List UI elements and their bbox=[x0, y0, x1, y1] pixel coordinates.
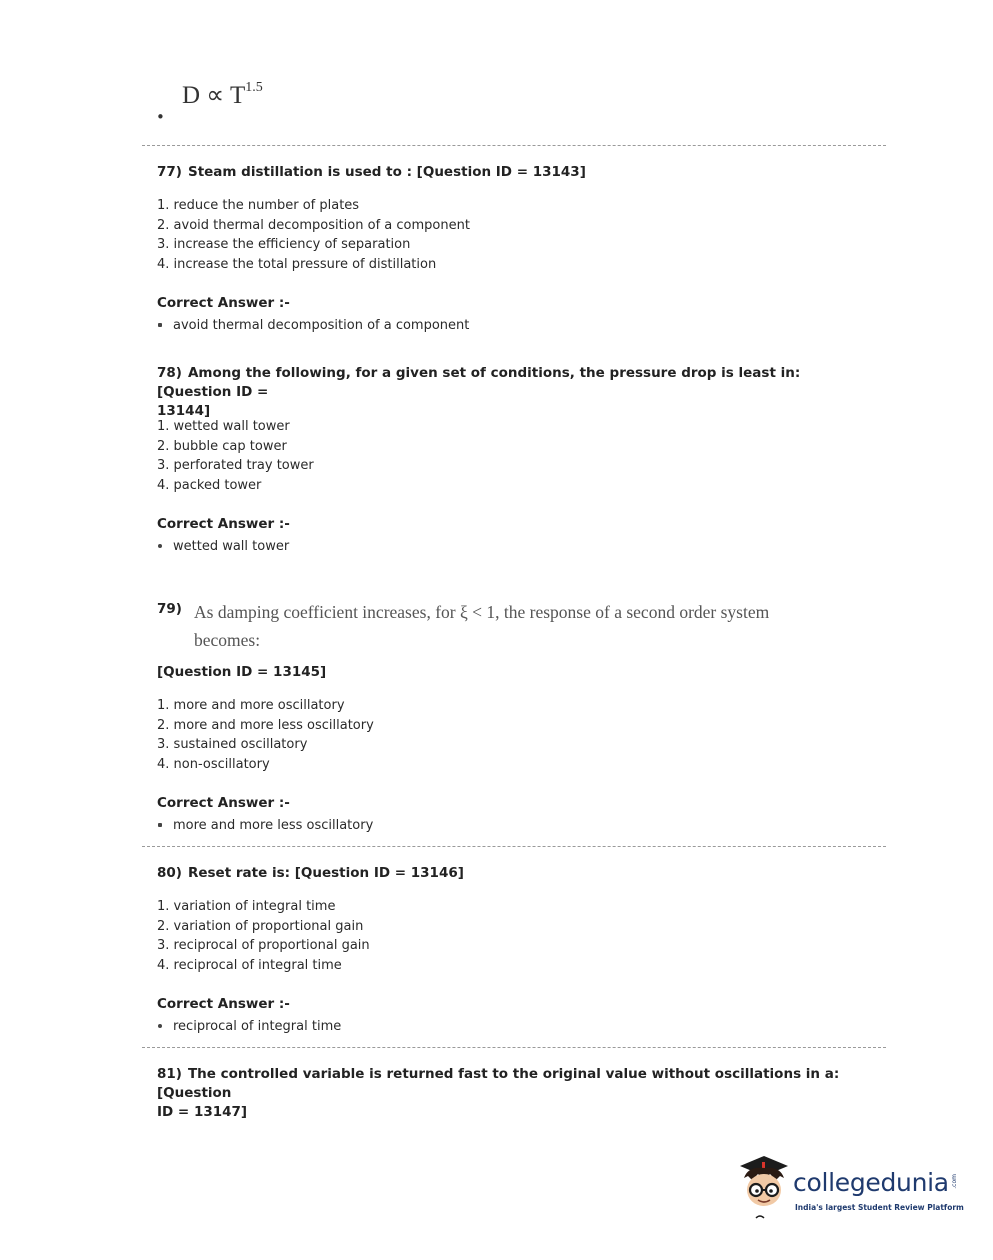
option-item: 4. increase the total pressure of distillation bbox=[157, 256, 437, 272]
question-text: Reset rate is: [Question ID = 13146] bbox=[187, 865, 464, 881]
option-item: 1. reduce the number of plates bbox=[157, 198, 360, 213]
option-item: 2. more and more less oscillatory bbox=[157, 717, 374, 733]
question-text-cont: becomes: bbox=[194, 630, 261, 650]
option-item: 3. increase the efficiency of separation bbox=[157, 237, 411, 253]
correct-answer: more and more less oscillatory bbox=[158, 818, 373, 833]
question-title bbox=[157, 1065, 887, 1122]
divider bbox=[142, 1047, 886, 1048]
question-number: 81) bbox=[157, 1066, 182, 1082]
question-text: Steam distillation is used to : [Question ID = 13143] bbox=[187, 164, 586, 180]
correct-answer: reciprocal of integral time bbox=[158, 1019, 341, 1034]
option-item: 4. reciprocal of integral time bbox=[157, 957, 342, 973]
divider bbox=[142, 846, 886, 847]
options-list bbox=[157, 897, 370, 975]
logo-name: collegedunia bbox=[793, 1168, 949, 1197]
options-list bbox=[157, 417, 314, 495]
question-80 bbox=[157, 864, 877, 883]
question-text: As damping coefficient increases, for ξ < 1, the response of a second order system bbox=[194, 602, 770, 622]
question-79 bbox=[157, 600, 897, 650]
mascot-icon bbox=[734, 1152, 792, 1222]
question-title bbox=[157, 864, 877, 883]
question-text: The controlled variable is returned fast to the original value without oscillations in a: [Question bbox=[157, 1066, 840, 1101]
correct-answer-label: Correct Answer :- bbox=[157, 516, 290, 532]
formula-exponent: 1.5 bbox=[245, 80, 263, 95]
option-item: 1. more and more oscillatory bbox=[157, 698, 345, 713]
bullet-icon bbox=[158, 1024, 162, 1028]
formula-base: D ∝ T bbox=[182, 82, 246, 109]
question-number: 80) bbox=[157, 865, 182, 881]
correct-answer-label: Correct Answer :- bbox=[157, 795, 290, 811]
question-81 bbox=[157, 1065, 887, 1122]
logo-domain: .com bbox=[951, 1174, 958, 1189]
question-77 bbox=[157, 163, 877, 182]
option-item: 1. variation of integral time bbox=[157, 899, 336, 914]
formula bbox=[182, 80, 263, 110]
logo-tagline: India's largest Student Review Platform bbox=[795, 1203, 964, 1212]
divider bbox=[142, 145, 886, 146]
question-text-cont: 13144] bbox=[157, 403, 211, 419]
correct-answer: wetted wall tower bbox=[158, 539, 289, 554]
formula-bullet: • bbox=[156, 108, 165, 126]
correct-answer-label: Correct Answer :- bbox=[157, 996, 290, 1012]
question-number: 77) bbox=[157, 164, 182, 180]
option-item: 4. non-oscillatory bbox=[157, 756, 270, 772]
correct-answer: avoid thermal decomposition of a component bbox=[158, 318, 469, 333]
option-item: 2. bubble cap tower bbox=[157, 438, 287, 454]
question-id: [Question ID = 13145] bbox=[157, 664, 327, 680]
option-item: 3. reciprocal of proportional gain bbox=[157, 938, 370, 954]
question-title bbox=[157, 163, 877, 182]
option-item: 3. sustained oscillatory bbox=[157, 737, 308, 753]
question-text: Among the following, for a given set of conditions, the pressure drop is least in: [Question ID = bbox=[157, 365, 801, 400]
bullet-icon bbox=[158, 323, 162, 327]
question-text-cont: ID = 13147] bbox=[157, 1104, 248, 1120]
options-list bbox=[157, 696, 374, 774]
question-title bbox=[157, 364, 877, 421]
option-item: 3. perforated tray tower bbox=[157, 458, 314, 474]
logo bbox=[734, 1150, 964, 1230]
question-78 bbox=[157, 364, 877, 421]
correct-answer-label: Correct Answer :- bbox=[157, 295, 290, 311]
question-number: 78) bbox=[157, 365, 182, 381]
option-item: 1. wetted wall tower bbox=[157, 419, 290, 434]
option-item: 2. variation of proportional gain bbox=[157, 918, 364, 934]
bullet-icon bbox=[158, 544, 162, 548]
option-item: 4. packed tower bbox=[157, 477, 262, 493]
options-list bbox=[157, 196, 470, 274]
bullet-icon bbox=[158, 823, 162, 827]
question-number: 79) bbox=[157, 601, 182, 617]
option-item: 2. avoid thermal decomposition of a component bbox=[157, 217, 470, 233]
